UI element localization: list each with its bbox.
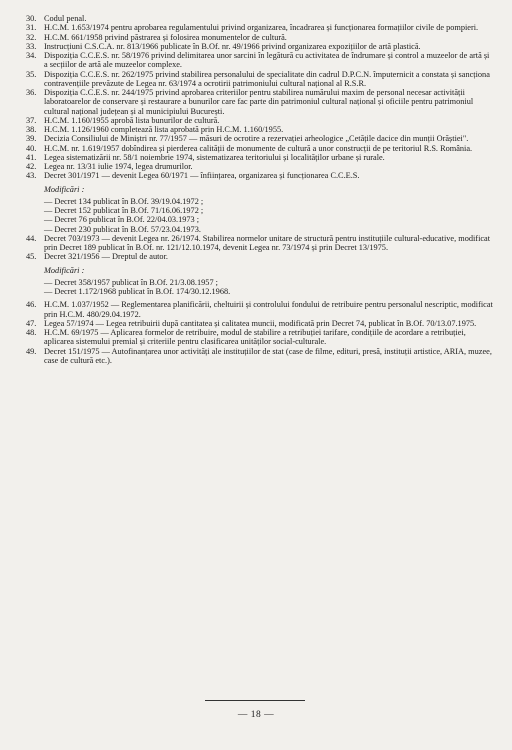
modifications-list (26, 278, 494, 297)
item-text: Decret 321/1956 — Dreptul de autor. (44, 252, 168, 262)
item-text: Dispoziția C.C.E.S. nr. 58/1976 privind delimitarea unor sarcini în legătură cu activitatea de îndrumare și control a muzeelor de artă și a secțiilor de artă ale muzeelor complexe. (44, 51, 490, 70)
modification-line: — Decret 230 publicat în B.Of. 57/23.04.1973. (44, 224, 201, 234)
modifications-heading: Modificări : (44, 265, 85, 275)
item-number: 37. (26, 115, 37, 125)
item-text: Codul penal. (44, 14, 87, 23)
item-text: Legea 57/1974 — Legea retribuirii după cantitatea și calitatea muncii, modificată prin Decret 74, publicat în B.Of. 70/13.07.1975. (44, 318, 477, 328)
item-text: H.C.M. 1.653/1974 pentru aprobarea regulamentului privind organizarea, încadrarea și funcționarea formațiilor civile de pompieri. (44, 23, 479, 33)
list-item (26, 42, 494, 51)
item-number: 46. (26, 300, 37, 310)
item-number: 35. (26, 69, 37, 79)
item-text: Decret 301/1971 — devenit Legea 60/1971 — înființarea, organizarea și funcționarea C.C.E.S. (44, 171, 360, 181)
item-number: 43. (26, 171, 37, 181)
list-item (26, 162, 494, 171)
item-number: 40. (26, 143, 37, 153)
modification-line: — Decret 1.172/1968 publicat în B.Of. 174/30.12.1968. (44, 287, 231, 296)
list-item (26, 144, 494, 153)
item-text: H.C.M. 1.160/1955 aprobă lista bunurilor de cultură. (44, 115, 220, 125)
list-item (26, 125, 494, 134)
item-number: 30. (26, 14, 37, 23)
list-item (26, 300, 494, 319)
item-text: Legea nr. 13/31 iulie 1974, legea drumurilor. (44, 162, 193, 171)
item-number: 41. (26, 152, 37, 162)
item-text: H.C.M. 1.037/1952 — Reglementarea planificării, cheltuirii și controlului fondului de retribuire pentru personalul nescriptic, modificat prin H.C.M. 480/29.04.1972. (44, 300, 493, 319)
list-item (26, 234, 494, 253)
item-number: 36. (26, 88, 37, 97)
page-number: — 18 — (237, 710, 275, 720)
item-number: 38. (26, 125, 37, 134)
item-text: H.C.M. 69/1975 — Aplicarea formelor de retribuire, modul de stabilire a retribuției tarifare, condițiile de acordare a retribuției, aplicarea sistemului premial și criteriile pentru clasificarea unităților social-culturale. (44, 328, 466, 347)
modifications-list (26, 197, 494, 234)
list-item (26, 252, 494, 261)
item-number: 47. (26, 318, 37, 328)
item-text: Legea sistematizării nr. 58/1 noiembrie 1974, sistematizarea teritoriului și localităților urbane și rurale. (44, 152, 385, 162)
list-item (26, 153, 494, 162)
list-item (26, 23, 494, 32)
item-number: 48. (26, 328, 37, 337)
item-text: H.C.M. nr. 1.619/1957 dobîndirea și pierderea calității de monumente de cultură a unor construcții de pe teritoriul R.S. România. (44, 143, 473, 153)
item-number: 31. (26, 23, 37, 33)
item-number: 45. (26, 252, 37, 262)
item-text: H.C.M. 661/1958 privind păstrarea și folosirea monumentelor de cultură. (44, 32, 287, 42)
list-item (26, 33, 494, 42)
list-item (26, 51, 494, 70)
list-item (26, 70, 494, 89)
item-number: 42. (26, 162, 37, 171)
item-number: 49. (26, 346, 37, 356)
modification-line: — Decret 152 publicat în B.Of. 71/16.06.1972 ; (44, 206, 204, 215)
list-item (26, 14, 494, 23)
item-number: 32. (26, 32, 37, 42)
list-item (26, 347, 494, 366)
item-number: 39. (26, 134, 37, 144)
item-text: Decret 151/1975 — Autofinanțarea unor activități ale instituțiilor de stat (case de filme, edituri, presă, instituții artistice, ARIA, muzee, case de cultură etc.). (44, 346, 492, 365)
item-text: Dispoziția C.C.E.S. nr. 262/1975 privind stabilirea personalului de specialitate din cadrul D.P.C.N. împuternicit a constata și sancționa contravențiile prevăzute de Legea nr. 63/1974 a ocrotirii patrimoniului cultural național al R.S.R. (44, 69, 490, 88)
item-number: 34. (26, 51, 37, 60)
list-item (26, 134, 494, 143)
list-item (26, 88, 494, 116)
item-text: Instrucțiuni C.S.C.A. nr. 813/1966 publicate în B.Of. nr. 49/1966 privind organizarea expozițiilor de artă plastică. (44, 41, 421, 51)
modification-line: — Decret 358/1957 publicat în B.Of. 21/3.08.1957 ; (44, 277, 218, 287)
item-number: 44. (26, 233, 37, 243)
list-item (26, 319, 494, 328)
footer-divider (205, 700, 305, 701)
modification-line: — Decret 76 publicat în B.Of. 22/04.03.1973 ; (44, 215, 200, 225)
list-item (26, 328, 494, 347)
item-text: H.C.M. 1.126/1960 completează lista aprobată prin H.C.M. 1.160/1955. (44, 125, 284, 134)
item-text: Dispoziția C.C.E.S. nr. 244/1975 privind aprobarea criteriilor pentru stabilirea numărului maxim de personal necesar activității laboratoarelor de conservare și restaurare a bunurilor care fac parte din patrimoniul cultural național și oficiile pentru patrimoniul cultural național județean și al municipiului București. (44, 88, 474, 116)
list-item (26, 116, 494, 125)
list-item (26, 171, 494, 180)
modification-line: — Decret 134 publicat în B.Of. 39/19.04.1972 ; (44, 196, 204, 206)
item-text: Decizia Consiliului de Miniștri nr. 77/1957 — măsuri de ocrotire a rezervației arheologice „Cetățile dacice din munții Orăștiei". (44, 134, 469, 144)
references-list (26, 14, 494, 365)
item-text: Decret 703/1973 — devenit Legea nr. 26/1974. Stabilirea normelor unitare de structură pentru instituțiile cultural-educative, modificat prin Decret 189 publicat în B.Of. nr. 121/12.10.1974, devenit Legea nr. 73/1974 și prin Decret 13/1975. (44, 233, 491, 252)
item-number: 33. (26, 41, 37, 51)
modifications-heading: Modificări : (44, 184, 85, 194)
